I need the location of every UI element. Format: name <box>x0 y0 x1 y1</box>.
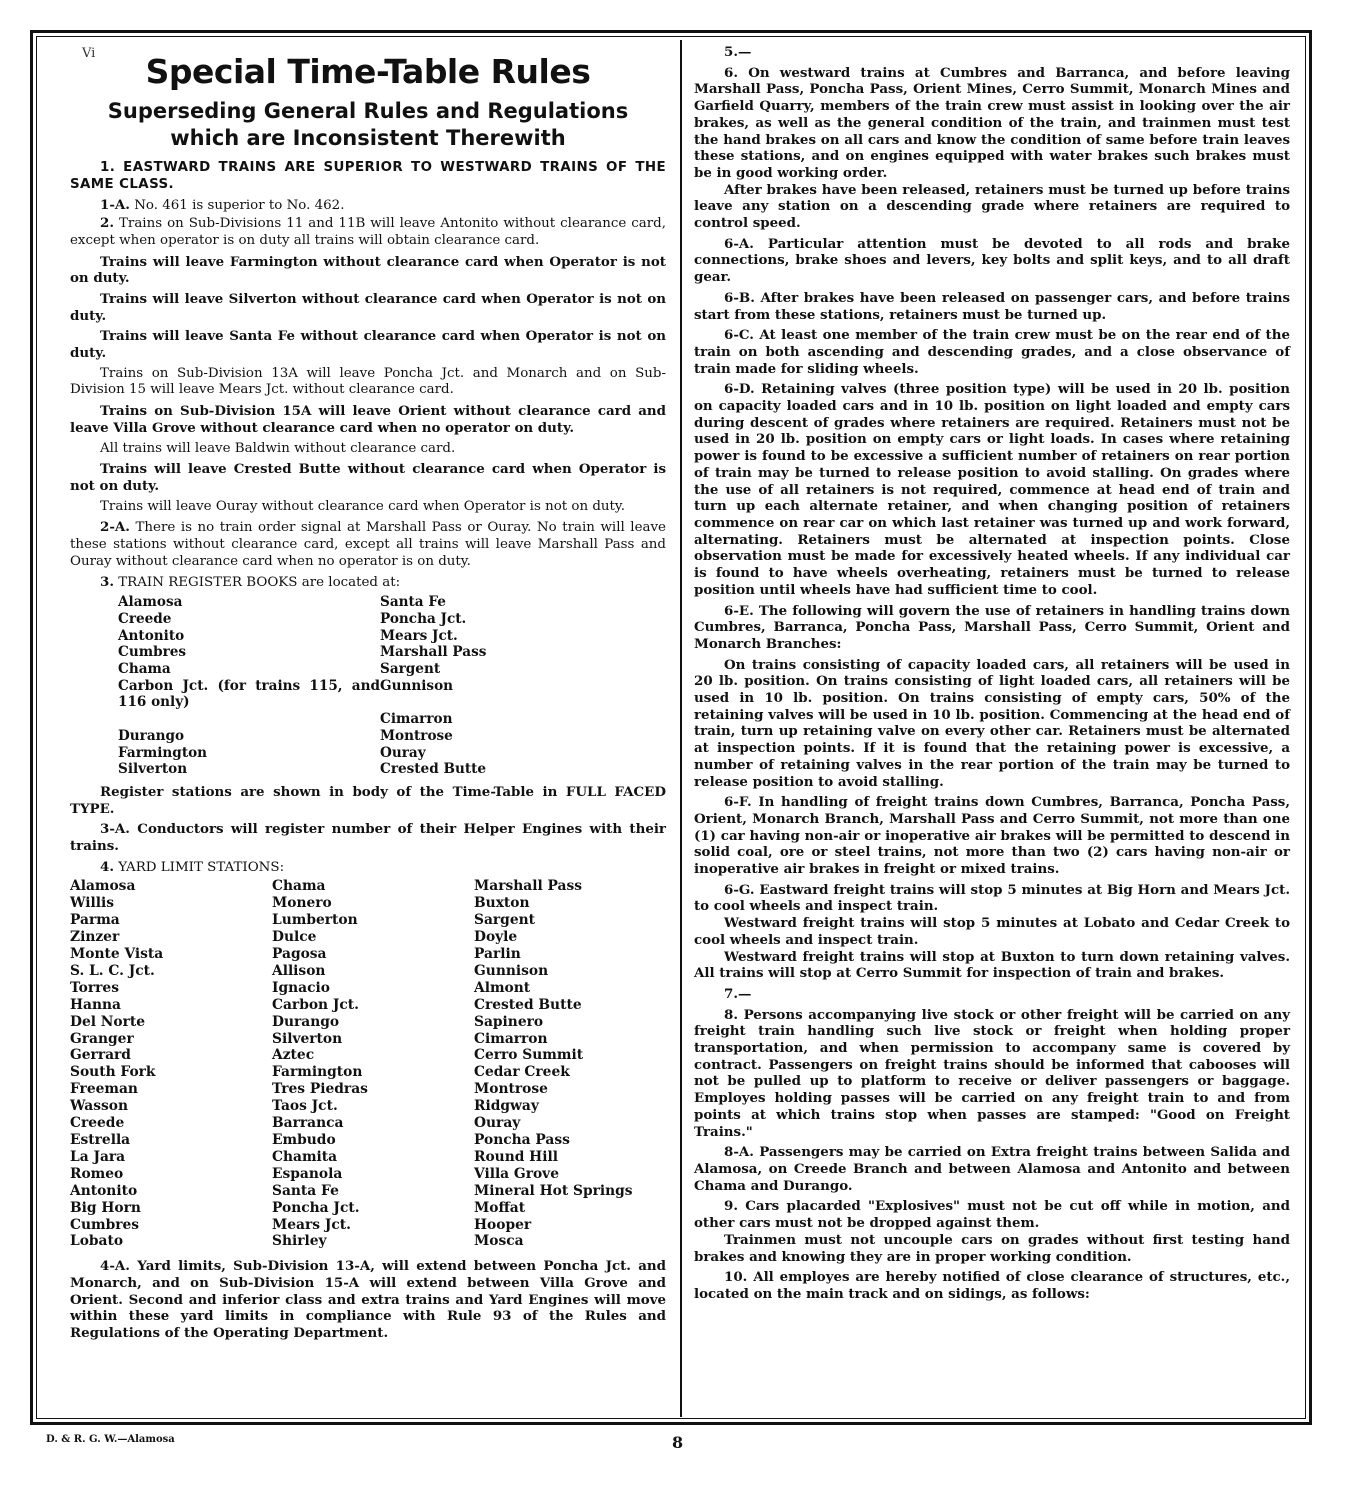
yard-limit-station: Buxton <box>474 895 530 912</box>
rule-6-retainers: After brakes have been released, retainers must be turned up before trains leave any station on a descending grade where retainers are required to control speed. <box>694 181 1290 232</box>
yard-limit-station: Montrose <box>474 1081 548 1098</box>
yard-limit-station: Wasson <box>70 1098 129 1115</box>
footer-railroad-label: D. & R. G. W.—Alamosa <box>46 1434 175 1445</box>
register-station: Carbon Jct. (for trains 115, and 116 only) <box>118 677 380 711</box>
yard-limit-station: Creede <box>70 1115 125 1132</box>
yard-limit-station: Del Norte <box>70 1013 146 1030</box>
register-station: Farmington <box>118 744 208 761</box>
right-column <box>694 44 1290 1307</box>
yard-limit-station: Chamita <box>272 1148 338 1165</box>
yard-limit-station: Monero <box>272 895 332 912</box>
rule-6c: 6-C. At least one member of the train crew must be on the rear end of the train on both ascending and descending grades, and a close observance of train made for sliding wheels. <box>694 327 1290 377</box>
yard-limit-station: Tres Piedras <box>272 1081 368 1098</box>
yard-limit-station: Sapinero <box>474 1013 544 1030</box>
yard-limit-station: Cerro Summit <box>474 1047 584 1064</box>
yard-limit-station: Aztec <box>272 1047 315 1064</box>
yard-limit-station: South Fork <box>70 1064 156 1081</box>
yard-limit-station: Gerrard <box>70 1047 131 1064</box>
register-station: Cumbres <box>118 644 187 661</box>
rule-6g-buxton: Westward freight trains will stop at Buxton to turn down retaining valves. All trains will stop at Cerro Summit for inspection of train and brakes. <box>694 948 1290 982</box>
register-station: Poncha Jct. <box>380 610 467 627</box>
yard-limit-station: Chama <box>272 878 326 895</box>
rule-6e: 6-E. The following will govern the use of retainers in handling trains down Cumbres, Barranca, Poncha Pass, Marshall Pass, Cerro Summit, Orient and Monarch Branches: <box>694 602 1290 652</box>
rule-2-santa-fe: Trains will leave Santa Fe without clearance card when Operator is not on duty. <box>70 328 666 362</box>
yard-limit-station: Lumberton <box>272 912 358 929</box>
rule-2: 2. Trains on Sub-Divisions 11 and 11B will leave Antonito without clearance card, except when operator is on duty all trains will obtain clearance card. <box>70 215 666 248</box>
register-station: Antonito <box>118 627 185 644</box>
rule-2-ouray: Trains will leave Ouray without clearance card when Operator is not on duty. <box>100 498 625 514</box>
register-station: Chama <box>118 660 171 677</box>
yard-limit-station: Doyle <box>474 929 518 946</box>
rule-3: 3. TRAIN REGISTER BOOKS are located at: <box>100 574 401 591</box>
register-station <box>118 711 380 728</box>
register-station: Crested Butte <box>380 761 487 778</box>
rule-6f: 6-F. In handling of freight trains down Cumbres, Barranca, Poncha Pass, Orient, Monarch Branch, Marshall Pass and Cerro Summit, not more than one (1) car having non-air or inoperative air brakes will be permitted to descend in solid coal, ore or steel trains, not more than two (2) cars having non-air or inoperative air brakes in freight or mixed trains. <box>694 794 1290 878</box>
yard-limit-station: Poncha Pass <box>474 1132 570 1149</box>
yard-limit-station: Alamosa <box>70 878 136 895</box>
register-station: Mears Jct. <box>380 627 458 644</box>
yard-limit-station: Ouray <box>474 1115 521 1132</box>
yard-limit-station: Hooper <box>474 1216 532 1233</box>
yard-limit-station: Allison <box>272 962 326 979</box>
yard-limit-station: Poncha Jct. <box>272 1199 360 1216</box>
yard-limit-station: Cumbres <box>70 1216 140 1233</box>
register-station: Silverton <box>118 761 188 778</box>
yard-limit-station: Gunnison <box>474 962 549 979</box>
yard-limit-station: Estrella <box>70 1132 131 1149</box>
rule-2-crested-butte: Trains will leave Crested Butte without clearance card when Operator is not on duty. <box>70 461 666 494</box>
rule-2-silverton: Trains will leave Silverton without clearance card when Operator is not on duty. <box>70 290 666 324</box>
yard-limit-station: Freeman <box>70 1081 138 1098</box>
yard-limit-station: Shirley <box>272 1233 327 1250</box>
yard-limit-station: Farmington <box>272 1064 363 1081</box>
yard-limit-station: Moffat <box>474 1199 526 1216</box>
column-divider <box>680 40 682 1417</box>
yard-limit-station: Villa Grove <box>474 1165 559 1182</box>
rule-9-uncouple: Trainmen must not uncouple cars on grades without first testing hand brakes and knowing they are in proper working condition. <box>694 1231 1290 1265</box>
rule-6g: 6-G. Eastward freight trains will stop 5 minutes at Big Horn and Mears Jct. to cool wheels and inspect train. <box>694 881 1290 915</box>
yard-limit-station: Monte Vista <box>70 946 164 963</box>
yard-limit-station: Almont <box>474 979 531 996</box>
yard-limit-station: Silverton <box>272 1030 343 1047</box>
yard-limit-station: Mears Jct. <box>272 1216 351 1233</box>
page-subtitle: Superseding General Rules and Regulations which are Inconsistent Therewith <box>107 99 629 150</box>
rule-4a: 4-A. Yard limits, Sub-Division 13-A, will extend between Poncha Jct. and Monarch, and on Sub-Division 15-A will extend between Villa Grove and Orient. Second and inferior class and extra trains and Yard Engines will move within these yard limits in compliance with Rule 93 of the Rules and Regulations of the Operating Department. <box>70 1258 666 1342</box>
yard-limit-station: Zinzer <box>70 929 120 946</box>
yard-limit-station: Barranca <box>272 1115 344 1132</box>
yard-limit-station: Dulce <box>272 929 317 946</box>
rule-6e-retainers: On trains consisting of capacity loaded cars, all retainers will be used in 20 lb. position. On trains consisting of light loaded cars, all retainers will be used in 10 lb. position. On trains consisting of empty cars, 50% of the retaining valves will be used in 10 lb. position. Commencing at the head end of train, turn up retaining valve on every other car. Retainers must be alternated at inspection points. If it is found that the retaining power is excessive, a number of retaining valves in the rear portion of the train may be turned to release position to avoid stalling. <box>694 656 1290 790</box>
rule-6g-westward: Westward freight trains will stop 5 minutes at Lobato and Cedar Creek to cool wheels and inspect train. <box>694 915 1290 948</box>
rule-3a: 3-A. Conductors will register number of their Helper Engines with their trains. <box>70 821 666 855</box>
page-number: 8 <box>672 1433 684 1452</box>
rule-9: 9. Cars placarded "Explosives" must not be cut off while in motion, and other cars must not be dropped against them. <box>694 1198 1290 1232</box>
yard-limit-station: Mineral Hot Springs <box>474 1182 633 1199</box>
yard-limit-station: Cedar Creek <box>474 1064 570 1081</box>
rule-6b: 6-B. After brakes have been released on passenger cars, and before trains start from these stations, retainers must be turned up. <box>694 289 1290 323</box>
yard-limit-station: Carbon Jct. <box>272 996 359 1013</box>
rule-1a: 1-A. No. 461 is superior to No. 462. <box>100 197 345 214</box>
yard-limit-station: Pagosa <box>272 946 327 963</box>
rule-6a: 6-A. Particular attention must be devoted to all rods and brake connections, brake shoes and levers, key bolts and split keys, and to all draft gear. <box>694 235 1290 286</box>
yard-limit-station: La Jara <box>70 1148 126 1165</box>
register-station: Ouray <box>380 744 426 761</box>
rule-2-farmington: Trains will leave Farmington without clearance card when Operator is not on duty. <box>70 253 666 287</box>
rule-6: 6. On westward trains at Cumbres and Barranca, and before leaving Marshall Pass, Poncha Pass, Orient Mines, Cerro Summit, Monarch Mines and Garfield Quarry, members of the train crew must assist in looking over the air brakes, as well as the general condition of the train, and trainmen must test the hand brakes on all cars and know the condition of same before train leaves these stations, and on engines equipped with water brakes such brakes must be in good working order. <box>694 64 1290 181</box>
rule-1: 1. EASTWARD TRAINS ARE SUPERIOR TO WESTWARD TRAINS OF THE SAME CLASS. <box>70 160 667 192</box>
yard-limit-station: Mosca <box>474 1233 524 1250</box>
yard-limit-station: Santa Fe <box>272 1182 339 1199</box>
yard-limit-station: Torres <box>70 979 119 996</box>
rule-8a: 8-A. Passengers may be carried on Extra freight trains between Salida and Alamosa, on Creede Branch and between Alamosa and Antonito and between Chama and Durango. <box>694 1144 1290 1194</box>
page-title: Special Time-Table Rules <box>145 52 591 91</box>
yard-limit-station: Round Hill <box>474 1148 558 1165</box>
register-station: Creede <box>118 610 172 627</box>
register-station: Cimarron <box>380 711 453 728</box>
register-stations-list <box>118 594 666 778</box>
yard-limit-station: Parlin <box>474 946 521 963</box>
yard-limit-station: Lobato <box>70 1233 124 1250</box>
rule-5: 5.— <box>724 44 752 60</box>
yard-limit-station: Parma <box>70 912 120 929</box>
rule-4: 4. YARD LIMIT STATIONS: <box>100 858 285 875</box>
register-station: Montrose <box>380 727 453 744</box>
yard-limit-station: Marshall Pass <box>474 878 582 895</box>
yard-limit-station: Romeo <box>70 1165 124 1182</box>
rule-8: 8. Persons accompanying live stock or other freight will be carried on any freight train handling such live stock or freight when holding proper transportation, and when permission to accompany same is covered by contract. Passengers on freight trains should be informed that cabooses will not be pulled up to platform to receive or deliver passengers or baggage. Employes holding passes will be carried on any freight train to and from points at which trains stop when passes are stamped: "Good on Freight Trains." <box>694 1006 1290 1140</box>
yard-limit-station: Ignacio <box>272 979 330 996</box>
yard-limit-station: Sargent <box>474 912 536 929</box>
register-station: Santa Fe <box>380 594 446 611</box>
yard-limit-station: Crested Butte <box>474 996 582 1013</box>
rule-2a: 2-A. There is no train order signal at Marshall Pass or Ouray. No train will leave these stations without clearance card, except all trains will leave Marshall Pass and Ouray without clearance card when no operator is on duty. <box>70 519 666 569</box>
yard-limit-station: S. L. C. Jct. <box>70 962 155 979</box>
rule-2-poncha: Trains on Sub-Division 13A will leave Poncha Jct. and Monarch and on Sub-Division 15 will leave Mears Jct. without clearance card. <box>70 365 666 398</box>
yard-limit-station: Durango <box>272 1013 340 1030</box>
yard-limit-station: Willis <box>70 895 114 912</box>
register-station: Marshall Pass <box>380 644 487 661</box>
register-station: Gunnison <box>380 677 454 694</box>
rule-3-note: Register stations are shown in body of the Time-Table in FULL FACED TYPE. <box>70 783 666 817</box>
left-column <box>70 44 666 1346</box>
rule-2-baldwin: All trains will leave Baldwin without clearance card. <box>100 440 456 456</box>
yard-limit-station: Big Horn <box>70 1199 141 1216</box>
yard-limit-station: Hanna <box>70 996 121 1013</box>
yard-limit-station: Antonito <box>70 1182 138 1199</box>
yard-limit-stations-list <box>70 878 666 1250</box>
register-station: Sargent <box>380 660 441 677</box>
yard-limit-station: Taos Jct. <box>272 1098 338 1115</box>
rule-10: 10. All employes are hereby notified of close clearance of structures, etc., located on the main track and on sidings, as follows: <box>694 1269 1290 1302</box>
rule-7: 7.— <box>724 985 752 1002</box>
yard-limit-station: Espanola <box>272 1165 343 1182</box>
yard-limit-station: Ridgway <box>474 1098 539 1115</box>
yard-limit-station: Embudo <box>272 1132 336 1149</box>
corner-mark: Vi <box>82 46 96 61</box>
yard-limit-station: Granger <box>70 1030 134 1047</box>
register-station: Durango <box>118 727 185 744</box>
register-station: Alamosa <box>118 594 183 611</box>
rule-6d: 6-D. Retaining valves (three position type) will be used in 20 lb. position on capacity loaded cars and in 10 lb. position on light loaded and empty cars during descent of grades where retainers are required. Retainers must not be used in 20 lb. position on empty cars or light loads. In cases where retaining power is found to be excessive a sufficient number of retainers on rear portion of train may be turned to release position to avoid stalling. On grades where the use of all retainers is not required, commence at head end of train and turn up each alternate retainer, and when changing position of retainers commence on rear car on which last retainer was turned up and work forward, alternating. Retainers must be alternated at inspection points. Close observation must be made for excessively heated wheels. If any individual car is found to have wheels overheating, retainers must be turned to release position until wheels have had sufficient time to cool. <box>694 381 1290 598</box>
yard-limit-station: Cimarron <box>474 1030 548 1047</box>
rule-2-orient: Trains on Sub-Division 15A will leave Orient without clearance card and leave Villa Grove without clearance card when no operator on duty. <box>70 403 666 436</box>
